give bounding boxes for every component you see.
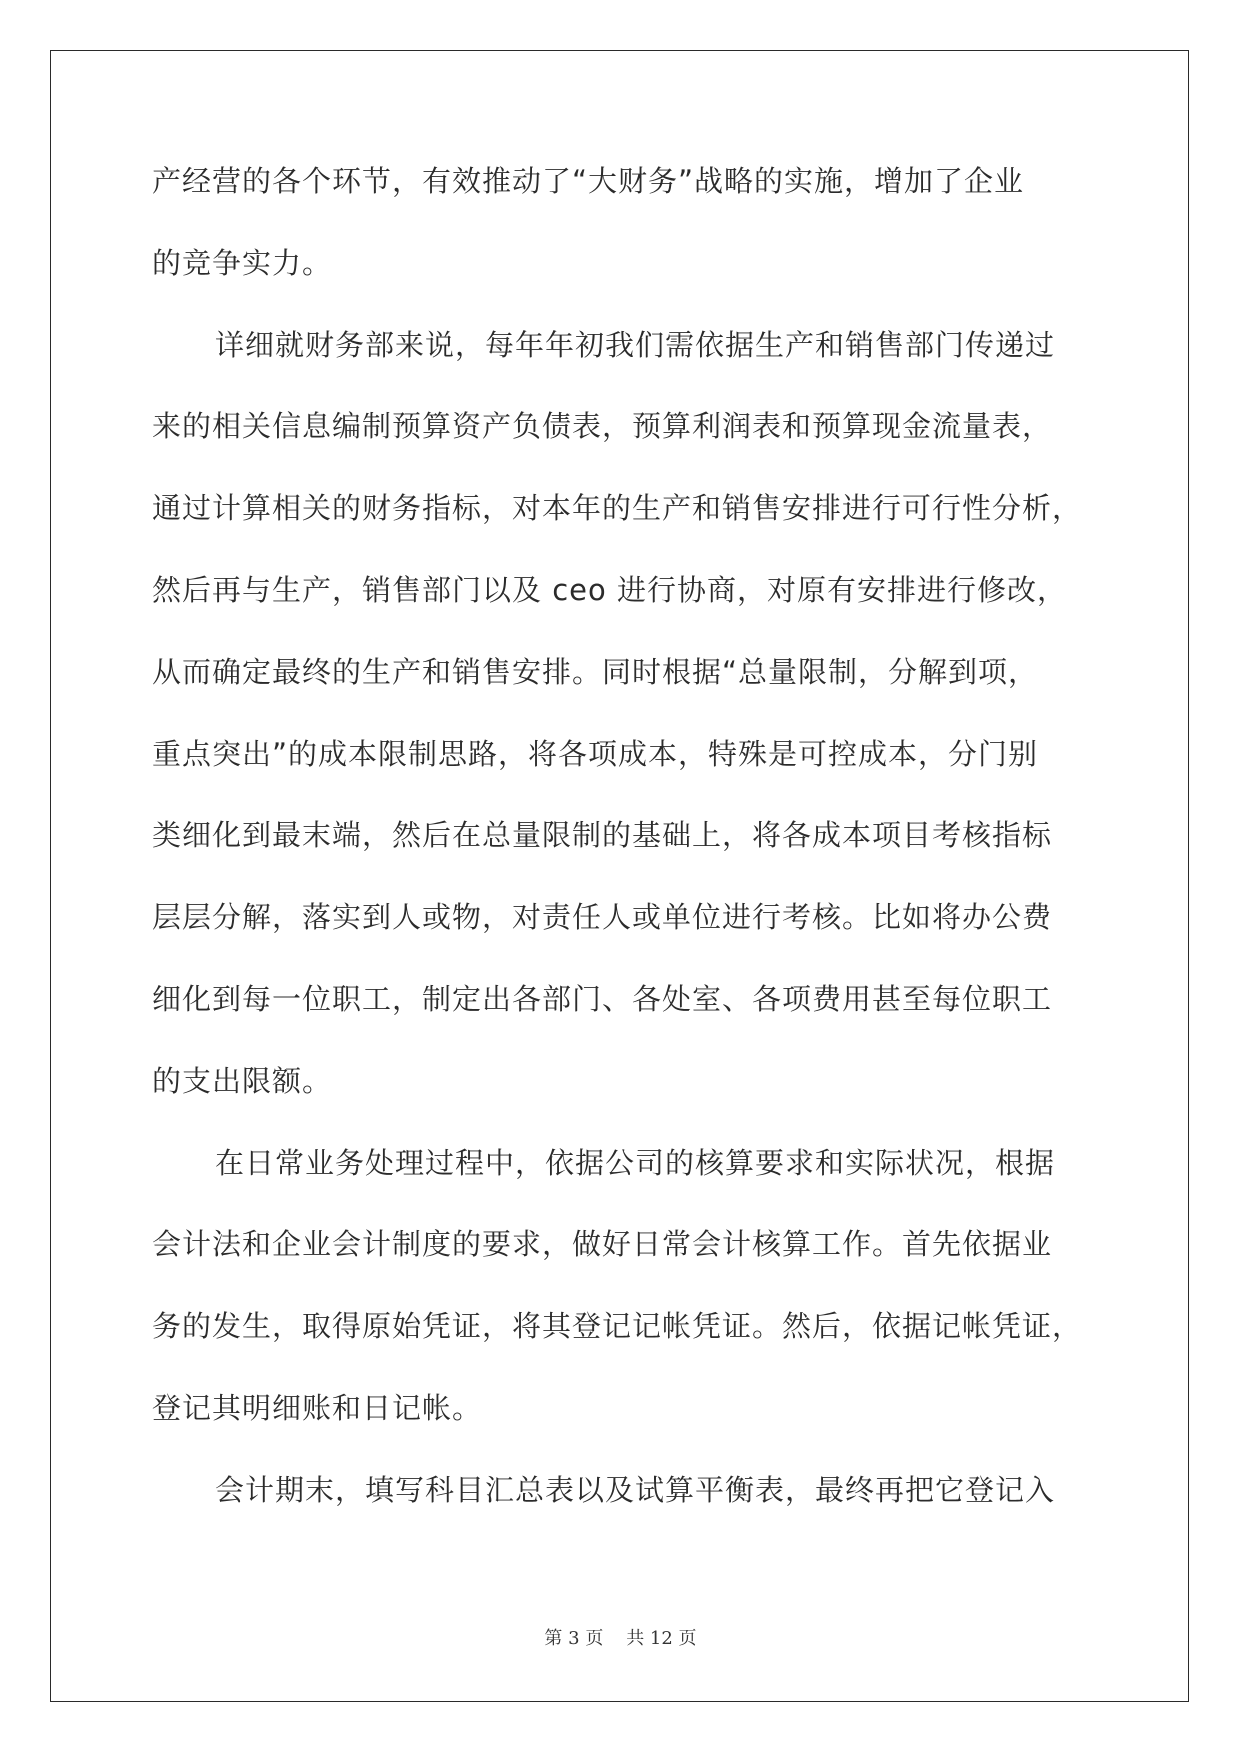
text-line: 然后再与生产，销售部门以及 ceo 进行协商，对原有安排进行修改，: [152, 572, 1067, 607]
text-line: 重点突出”的成本限制思路，将各项成本，特殊是可控成本，分门别: [152, 736, 1039, 771]
text-line: 细化到每一位职工，制定出各部门、各处室、各项费用甚至每位职工: [152, 981, 1053, 1016]
text-line: 务的发生，取得原始凭证，将其登记记帐凭证。然后，依据记帐凭证，: [152, 1309, 1083, 1344]
text-line: 的竞争实力。: [152, 245, 333, 280]
text-line: 产经营的各个环节，有效推动了“大财务”战略的实施，增加了企业: [152, 164, 1025, 198]
text-line: 详细就财务部来说，每年年初我们需依据生产和销售部门传递过: [215, 327, 1056, 362]
text-line: 类细化到最末端，然后在总量限制的基础上，将各成本项目考核指标: [152, 818, 1053, 853]
text-line: 通过计算相关的财务指标，对本年的生产和销售安排进行可行性分析，: [152, 491, 1083, 526]
text-line: 来的相关信息编制预算资产负债表，预算利润表和预算现金流量表，: [152, 409, 1053, 444]
document-body: [152, 166, 1092, 1557]
text-line: 层层分解，落实到人或物，对责任人或单位进行考核。比如将办公费: [152, 900, 1053, 935]
page-number-footer: 第 3 页 共 12 页: [544, 1628, 697, 1649]
text-line: 会计期末，填写科目汇总表以及试算平衡表，最终再把它登记入: [215, 1472, 1056, 1507]
text-line: 在日常业务处理过程中，依据公司的核算要求和实际状况，根据: [215, 1145, 1056, 1180]
text-line: 从而确定最终的生产和销售安排。同时根据“总量限制，分解到项，: [152, 654, 1039, 689]
text-line: 登记其明细账和日记帐。: [152, 1390, 483, 1425]
text-line: 的支出限额。: [152, 1063, 333, 1098]
text-line: 会计法和企业会计制度的要求，做好日常会计核算工作。首先依据业: [152, 1227, 1053, 1262]
